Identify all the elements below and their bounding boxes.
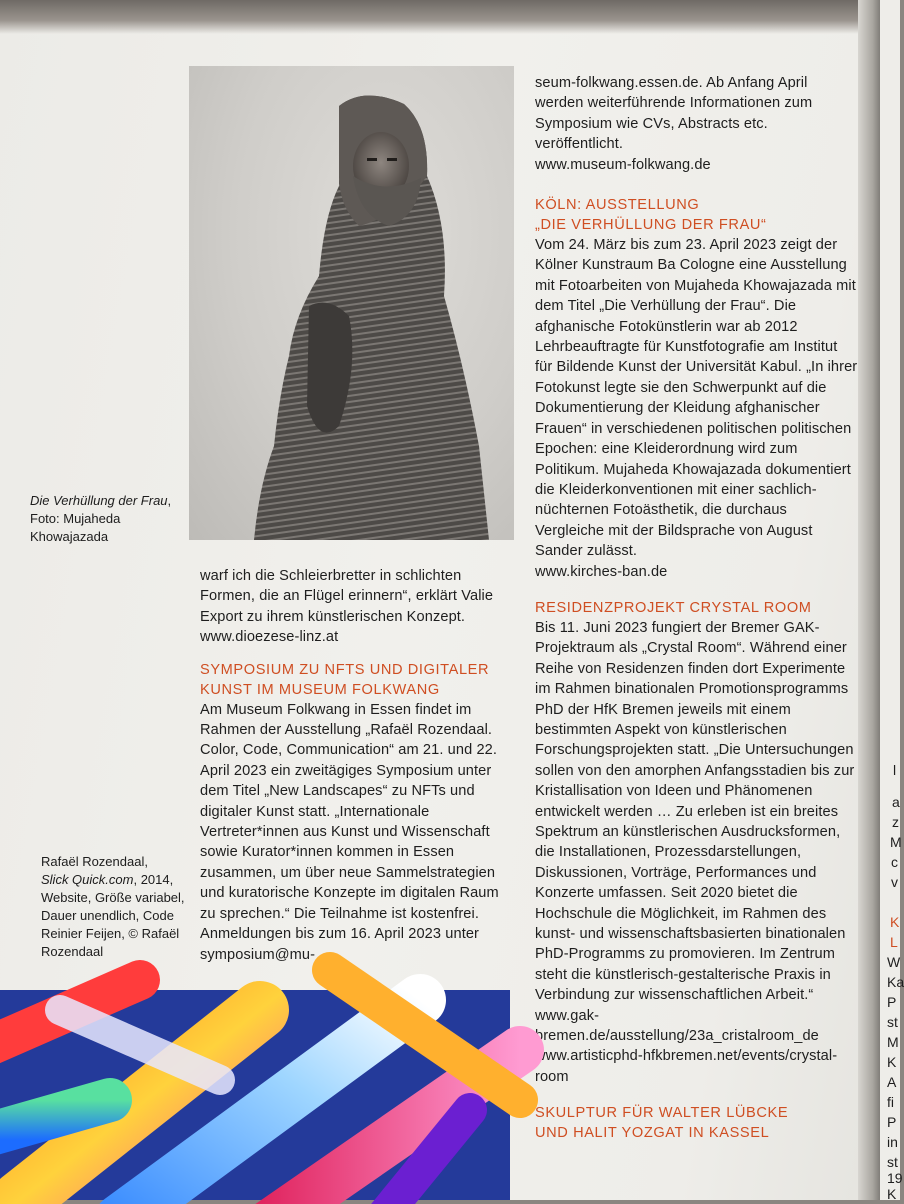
facing-fragment: st <box>887 1154 898 1170</box>
facing-fragment: 19 <box>887 1170 903 1186</box>
intro-link[interactable]: www.dioezese-linz.at <box>200 629 339 646</box>
facing-fragment: z <box>892 814 899 830</box>
residenz-link-gak[interactable]: www.gak-bremen.de/ausstellung/23a_cristalroom_de <box>535 1007 819 1045</box>
symposium-heading: SYMPOSIUM ZU NFTS UND DIGITALER KUNST IM MUSEUM FOLKWANG <box>200 661 490 698</box>
middle-column <box>200 566 512 965</box>
facing-fragment-heading: L <box>890 934 898 950</box>
rozendaal-artwork-image <box>0 990 510 1200</box>
next-heading-line1: SKULPTUR FÜR WALTER LÜBCKE <box>535 1105 789 1122</box>
koeln-paragraph: Vom 24. März bis zum 23. April 2023 zeigt der Kölner Kunstraum Ba Cologne eine Ausstellung mit Fotoarbeiten von Mujaheda Khowajazada mit dem Titel „Die Verhüllung der Frau“. Die afghanische Fotokünstlerin war ab 2012 Lehrbeauftragte für Kunstfotografie am Institut für Bildende Kunst der Universität Kabul. „In ihrer Fotokunst legte sie den Schwerpunkt auf die Dokumentierung der Kleidung afghanischer Frauen“ in verschiedenen politischen politischen Epochen: eine Kleiderordnung wird zum Politikum. Mujaheda Khowajazada dokumentiert die Kleiderkonventionen mit einer sachlich-nüchternen Fotoästhetik, die durchaus Vergleiche mit der Bildsprache von August Sander zulässt. <box>535 237 858 560</box>
facing-fragment-heading: K <box>890 914 900 930</box>
facing-fragment: in <box>887 1134 898 1150</box>
intro-paragraph: warf ich die Schleierbretter in schlichten Formen, die an Flügel erinnern“, erklärt Valie Export zu ihrem künstlerischen Konzept. <box>200 568 494 625</box>
residenz-paragraph: Bis 11. Juni 2023 fungiert der Bremer GAK-Projektraum als „Crystal Room“. Während einer Reihe von Residenzen finden dort Experimente im Rahmen binationalen Promotionsprogramms PhD der HfK Bremen jeweils mit einem bestimmten Aspekt von künstlerischen Forschungsprojekten statt. „Die Untersuchungen sollen von den amorphen Anfangsstadien bis zur Kristallisation von Ideen und Phänomenen entwickelt werden … Zu erleben ist ein breites Spektrum an künstlerischen Ausdrucksformen, die Installationen, Prozessdarstellungen, Diskussionen, Vorträge, Performances und Konzerte umfassen. Seit 2020 bietet die Hochschule die Möglichkeit, im Rahmen des kunst- und wissenschaftsbasierten binationalen PhD-Programms zu promovieren. Im Zentrum steht die künstlerisch-gestalterische Praxis in Verbindung zur wissenschaftlichen Arbeit.“ <box>535 619 855 1004</box>
koeln-heading <box>535 195 858 235</box>
portrait-photo <box>189 66 514 540</box>
facing-fragment: c <box>891 854 898 870</box>
next-heading-line2: UND HALIT YOZGAT IN KASSEL <box>535 1125 770 1142</box>
facing-fragment: M <box>890 834 902 850</box>
abstract-tubes-graphic <box>0 990 510 1200</box>
veiled-woman-image <box>189 66 514 540</box>
photo-caption-title: Die Verhüllung der Frau <box>30 493 168 508</box>
art-caption-details: , 2014, Website, Größe variabel, Dauer unendlich, Code Reinier Feijen, © Rafaël Rozendaal <box>41 872 185 959</box>
photo-caption <box>30 492 180 546</box>
facing-fragment: Ka <box>887 974 904 990</box>
koeln-heading-line2: „DIE VERHÜLLUNG DER FRAU“ <box>535 217 767 234</box>
facing-fragment: K <box>887 1186 897 1202</box>
folkwang-continued-paragraph: seum-folkwang.essen.de. Ab Anfang April werden weiterführende Informationen zum Symposium wie CVs, Abstracts etc. veröffentlicht. <box>535 75 813 153</box>
residenz-link-phd[interactable]: www.artisticphd-hfkbremen.net/events/crystal-room <box>535 1048 838 1085</box>
facing-fragment: fi <box>887 1094 894 1110</box>
facing-fragment: P <box>887 994 897 1010</box>
facing-fragment: l <box>893 762 897 778</box>
facing-fragment: M <box>887 1034 899 1050</box>
art-caption <box>41 853 186 961</box>
facing-fragment: st <box>887 1014 898 1030</box>
facing-fragment: K <box>887 1054 897 1070</box>
art-caption-artist: Rafaël Rozendaal, <box>41 854 148 869</box>
photo-caption-credit: , Foto: Mujaheda Khowajazada <box>30 493 172 544</box>
symposium-paragraph: Am Museum Folkwang in Essen findet im Rahmen der Ausstellung „Rafaël Rozendaal. Color, Code, Communication“ am 21. und 22. April 2023 ein zweitägiges Symposium unter dem Titel „New Landscapes“ zu NFTs und digitaler Kunst statt. „Internationale Vertreter*innen aus Kunst und Wissenschaft sowie Kurator*innen kommen in Essen zusammen, um über neue Sammelstrategien und kuratorische Konzepte im digitalen Raum zu sprechen.“ Die Teilnahme ist kostenfrei. Anmeldungen bis zum 16. April 2023 unter symposium@mu- <box>200 701 499 963</box>
facing-fragment: P <box>887 1114 897 1130</box>
page-top-shadow <box>0 0 900 34</box>
folkwang-link[interactable]: www.museum-folkwang.de <box>535 156 711 173</box>
facing-fragment: W <box>887 954 901 970</box>
facing-fragment: a <box>892 794 900 810</box>
facing-fragment: A <box>887 1074 897 1090</box>
koeln-link[interactable]: www.kirches-ban.de <box>535 563 668 580</box>
next-article-heading <box>535 1103 858 1143</box>
right-column <box>535 73 858 1143</box>
residenz-heading: RESIDENZPROJEKT CRYSTAL ROOM <box>535 599 812 616</box>
art-caption-title: Slick Quick.com <box>41 872 134 887</box>
facing-fragment: v <box>891 874 898 890</box>
koeln-heading-line1: KÖLN: AUSSTELLUNG <box>535 197 700 214</box>
